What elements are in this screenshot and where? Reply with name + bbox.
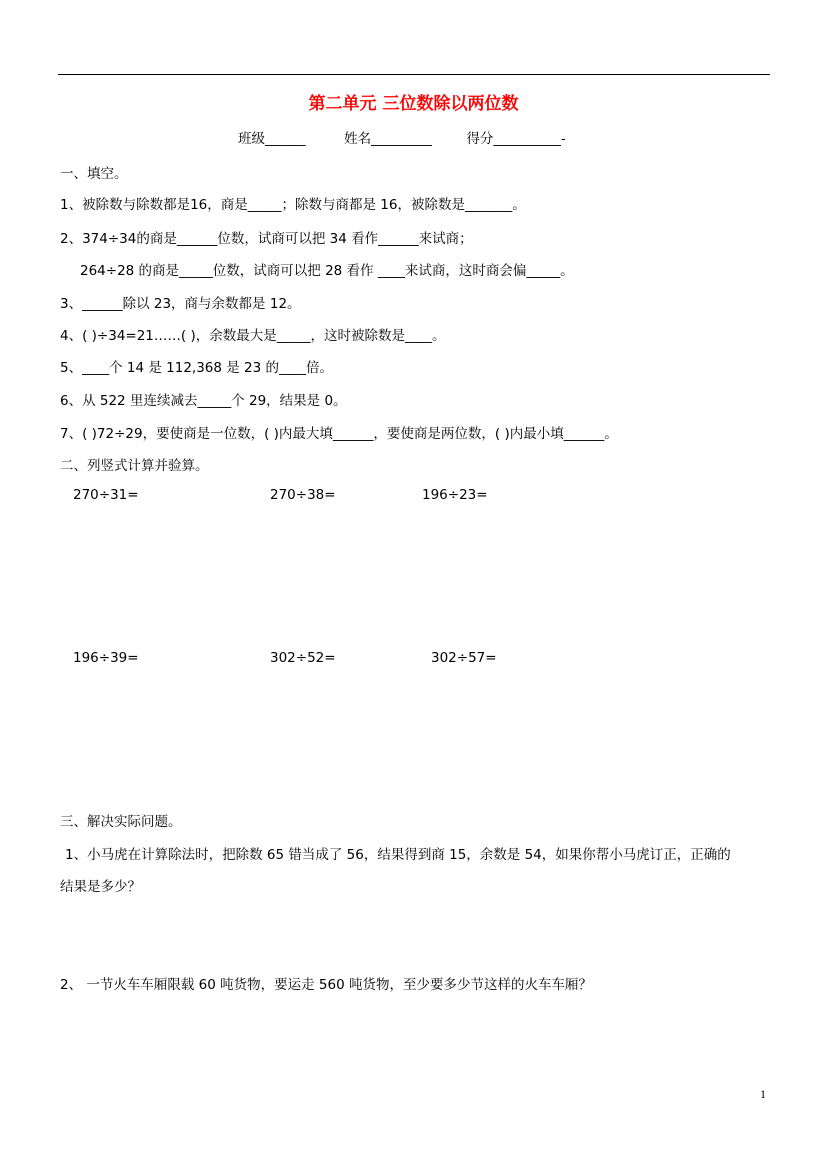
calc-problem: 270÷38= [270,487,336,503]
fill-item-2b: 264÷28 的商是_____位数，试商可以把 28 看作 ____来试商，这时商会偏_____。 [80,263,574,279]
section2-heading: 二、列竖式计算并验算。 [60,458,209,474]
class-field: 班级______ [238,131,306,147]
calc-problem: 302÷57= [431,650,497,666]
fill-item-6: 6、从 522 里连续减去_____个 29，结果是 0。 [60,393,347,409]
name-field: 姓名_________ [344,131,432,147]
word-problem-1: 1、小马虎在计算除法时，把除数 65 错当成了 56，结果得到商 15，余数是 54，如果你帮小马虎订正，正确的 [65,847,731,863]
fill-item-5: 5、____个 14 是 112,368 是 23 的____倍。 [60,360,334,376]
section3-heading: 三、解决实际问题。 [60,814,182,830]
word-problem-2: 2、 一节火车车厢限载 60 吨货物，要运走 560 吨货物，至少要多少节这样的火车车厢？ [60,977,592,993]
page-number: 1 [760,1087,766,1101]
fill-item-7: 7、( )72÷29，要使商是一位数，( )内最大填______，要使商是两位数，( )内最小填______。 [60,426,618,442]
word-problem-1-cont: 结果是多少？ [60,879,141,895]
header-rule [58,74,770,75]
fill-item-2: 2、374÷34的商是______位数，试商可以把 34 看作______来试商； [60,231,473,247]
student-info-line [238,127,566,147]
calc-problem: 270÷31= [73,487,139,503]
page-title: 第二单元 三位数除以两位数 [308,94,519,114]
section1-heading: 一、填空。 [60,166,128,182]
fill-item-3: 3、______除以 23，商与余数都是 12。 [60,296,301,312]
calc-problem: 196÷23= [422,487,488,503]
fill-item-1: 1、被除数与除数都是16，商是_____；除数与商都是 16，被除数是_______。 [60,197,526,213]
calc-problem: 302÷52= [270,650,336,666]
fill-item-4: 4、( )÷34=21……( )，余数最大是_____，这时被除数是____。 [60,328,446,344]
score-field: 得分__________- [466,131,566,147]
calc-problem: 196÷39= [73,650,139,666]
